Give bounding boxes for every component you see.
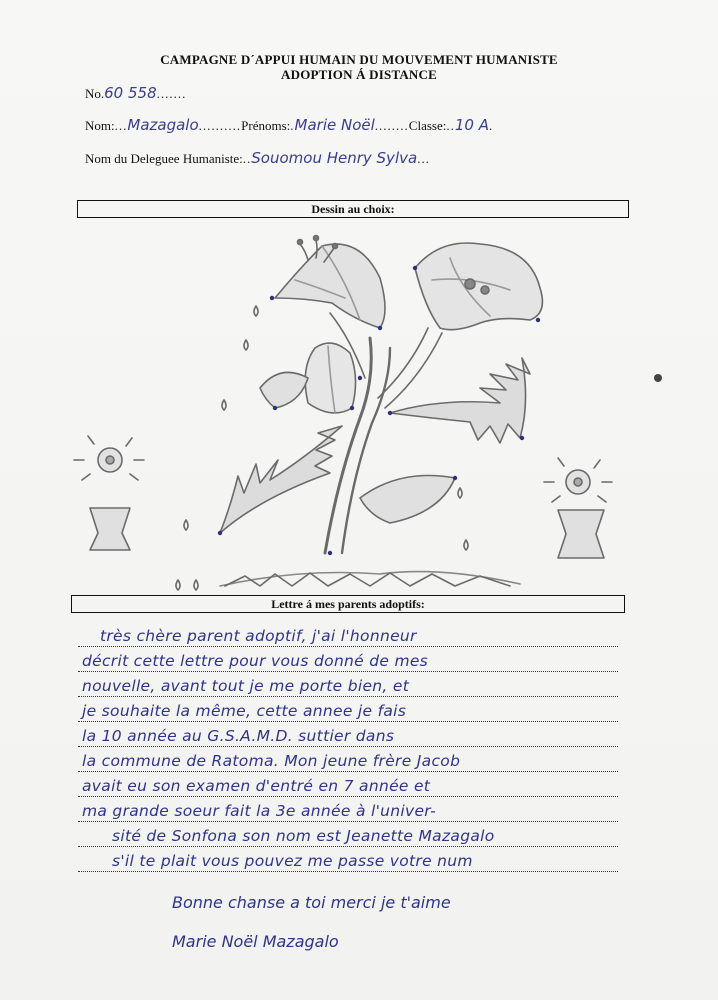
flower-drawing bbox=[60, 228, 660, 596]
letter-section-title: Lettre á mes parents adoptifs: bbox=[71, 595, 625, 613]
prenoms-value: Marie Noël bbox=[294, 116, 375, 134]
number-field: No.60 558....... bbox=[85, 84, 187, 102]
drawing-section-title: Dessin au choix: bbox=[77, 200, 629, 218]
program-subtitle: ADOPTION Á DISTANCE bbox=[281, 67, 437, 82]
classe-label: Classe: bbox=[408, 118, 447, 133]
prenoms-label: Prénoms: bbox=[241, 118, 291, 133]
letter-line-10: s'il te plait vous pouvez me passe votre num bbox=[112, 852, 473, 870]
name-row: Nom:...Mazagalo..........Prénoms:.Marie Noël........Classe:..10 A. bbox=[85, 116, 494, 134]
nom-label: Nom: bbox=[85, 118, 115, 133]
number-value: 60 558 bbox=[104, 84, 157, 102]
letter-closing: Bonne chanse a toi merci je t'aime bbox=[172, 893, 451, 912]
letter-line-9: sité de Sonfona son nom est Jeanette Mazagalo bbox=[112, 827, 495, 845]
letter-line-3: nouvelle, avant tout je me porte bien, et bbox=[82, 677, 410, 695]
letter-line-7: avait eu son examen d'entré en 7 année et bbox=[82, 777, 431, 795]
nom-value: Mazagalo bbox=[127, 116, 199, 134]
letter-line-4: je souhaite la même, cette annee je fais bbox=[82, 702, 407, 720]
letter-line-8: ma grande soeur fait la 3e année à l'univer- bbox=[82, 802, 437, 820]
classe-value: 10 A bbox=[454, 116, 489, 134]
delegate-row: Nom du Deleguee Humaniste:..Souomou Henry Sylva... bbox=[85, 149, 430, 167]
campaign-title: CAMPAGNE D´APPUI HUMAIN DU MOUVEMENT HUMANISTE bbox=[160, 52, 558, 67]
letter-line-1: très chère parent adoptif, j'ai l'honneur bbox=[100, 627, 417, 645]
number-label: No. bbox=[85, 86, 105, 101]
letter-line-6: la commune de Ratoma. Mon jeune frère Jacob bbox=[82, 752, 461, 770]
letter-line-2: décrit cette lettre pour vous donné de mes bbox=[82, 652, 429, 670]
delegate-value: Souomou Henry Sylva bbox=[251, 149, 418, 167]
letter-signature: Marie Noël Mazagalo bbox=[172, 932, 339, 951]
ink-spot bbox=[654, 374, 662, 382]
letter-line-5: la 10 année au G.S.A.M.D. suttier dans bbox=[82, 727, 395, 745]
delegate-label: Nom du Deleguee Humaniste: bbox=[85, 151, 243, 166]
